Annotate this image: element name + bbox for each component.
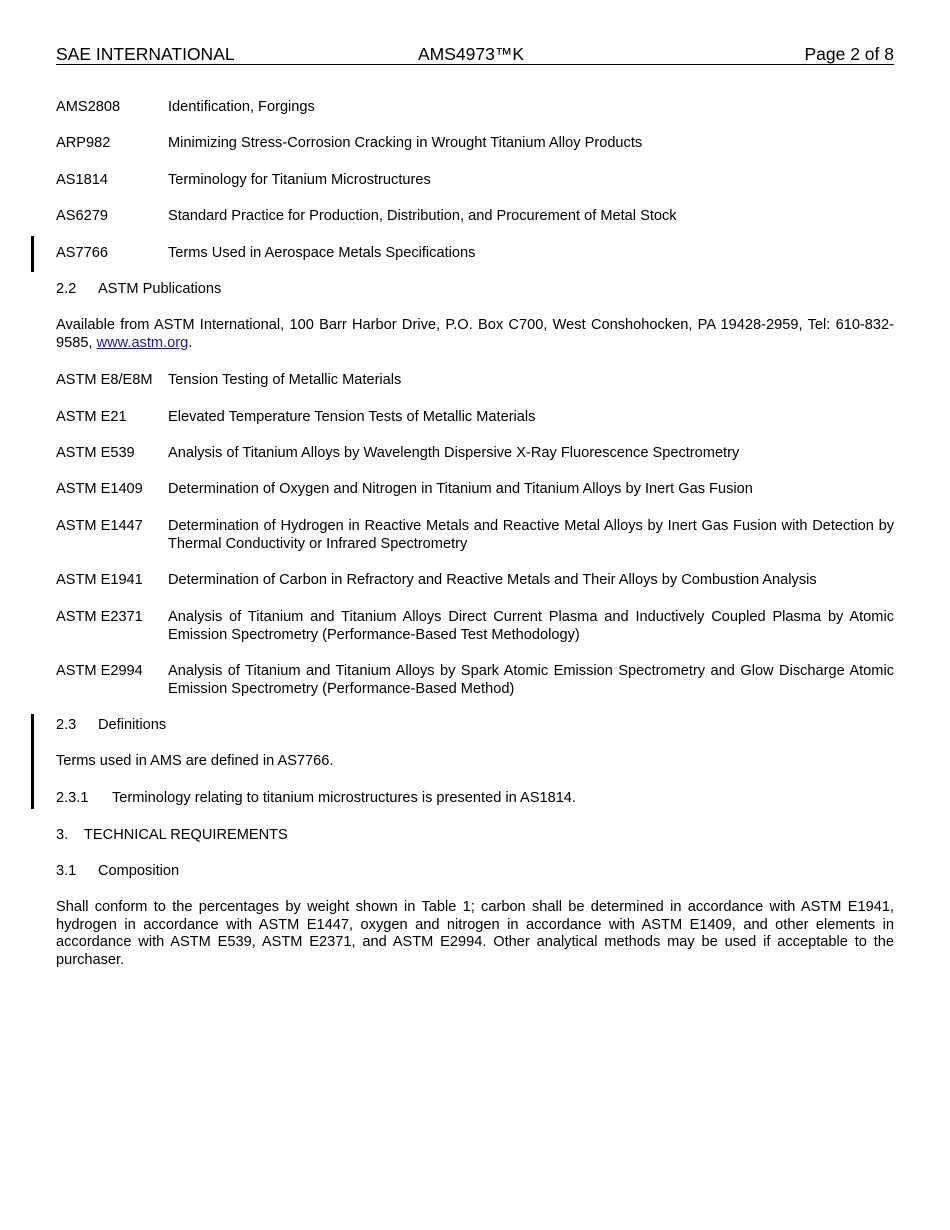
reference-code: ASTM E539: [56, 445, 135, 461]
header-page-number: Page 2 of 8: [804, 44, 894, 64]
header-doc-id: AMS4973™K: [418, 44, 525, 64]
section-number: 2.2: [56, 281, 77, 297]
subsection-number: 2.3.1: [56, 790, 89, 806]
header-org: SAE INTERNATIONAL: [56, 44, 235, 64]
reference-title: Terminology for Titanium Microstructures: [168, 172, 431, 188]
reference-title: Standard Practice for Production, Distribution, and Procurement of Metal Stock: [168, 208, 677, 224]
reference-title: Minimizing Stress-Corrosion Cracking in Wrought Titanium Alloy Products: [168, 135, 643, 151]
section-title: TECHNICAL REQUIREMENTS: [84, 827, 288, 843]
reference-code: ASTM E2371: [56, 609, 143, 625]
reference-code: ASTM E1409: [56, 481, 143, 497]
definitions-paragraph: Terms used in AMS are defined in AS7766.: [56, 753, 334, 769]
reference-title: Identification, Forgings: [168, 99, 315, 115]
reference-title: Tension Testing of Metallic Materials: [168, 372, 402, 388]
reference-code: ASTM E1941: [56, 572, 143, 588]
reference-title: Determination of Oxygen and Nitrogen in Titanium and Titanium Alloys by Inert Gas Fusion: [168, 481, 753, 497]
availability-period: .: [188, 334, 193, 351]
reference-code: AS7766: [56, 245, 108, 261]
availability-text: Available from ASTM International, 100 Barr Harbor Drive, P.O. Box C700, West Conshohocken, PA 19428-2959, Tel: 610-832-9585,: [56, 317, 894, 351]
section-title: Composition: [98, 863, 180, 879]
revision-change-bar: [31, 714, 34, 809]
reference-code: ASTM E8/E8M: [56, 372, 153, 388]
subsection-text: Terminology relating to titanium microstructures is presented in AS1814.: [112, 790, 576, 806]
revision-change-bar: [31, 236, 34, 272]
reference-title: Analysis of Titanium and Titanium Alloys Direct Current Plasma and Inductively Coupled Plasma by Atomic Emission Spectrometry (Performance-Based Test Methodology): [168, 609, 894, 643]
section-number: 3.1: [56, 863, 77, 879]
reference-title: Analysis of Titanium Alloys by Wavelength Dispersive X-Ray Fluorescence Spectrometry: [168, 445, 740, 461]
reference-code: ASTM E1447: [56, 518, 143, 534]
reference-title: Terms Used in Aerospace Metals Specifications: [168, 245, 476, 261]
section-title: Definitions: [98, 717, 167, 733]
reference-title: Elevated Temperature Tension Tests of Metallic Materials: [168, 409, 536, 425]
page-header: [56, 44, 894, 65]
reference-title: Determination of Hydrogen in Reactive Metals and Reactive Metal Alloys by Inert Gas Fusion with Detection by Thermal Conductivity or Infrared Spectrometry: [168, 518, 894, 552]
reference-code: ASTM E2994: [56, 663, 143, 679]
section-title: ASTM Publications: [98, 281, 222, 297]
reference-title: Determination of Carbon in Refractory and Reactive Metals and Their Alloys by Combustion Analysis: [168, 572, 817, 588]
section-number: 3.: [56, 827, 69, 843]
reference-code: ASTM E21: [56, 409, 127, 425]
reference-title: Analysis of Titanium and Titanium Alloys by Spark Atomic Emission Spectrometry and Glow Discharge Atomic Emission Spectrometry (Performance-Based Method): [168, 663, 894, 697]
astm-website-link[interactable]: www.astm.org: [96, 334, 189, 351]
astm-availability-paragraph: [56, 317, 894, 352]
reference-code: AMS2808: [56, 99, 121, 115]
composition-paragraph: Shall conform to the percentages by weight shown in Table 1; carbon shall be determined in accordance with ASTM E1941, hydrogen in accordance with ASTM E1447, oxygen and nitrogen in accordance with ASTM E1409, and other elements in accordance with ASTM E539, ASTM E2371, and ASTM E2994. Other analytical methods may be used if acceptable to the purchaser.: [56, 899, 894, 968]
section-number: 2.3: [56, 717, 77, 733]
reference-code: ARP982: [56, 135, 111, 151]
reference-code: AS1814: [56, 172, 108, 188]
reference-code: AS6279: [56, 208, 108, 224]
